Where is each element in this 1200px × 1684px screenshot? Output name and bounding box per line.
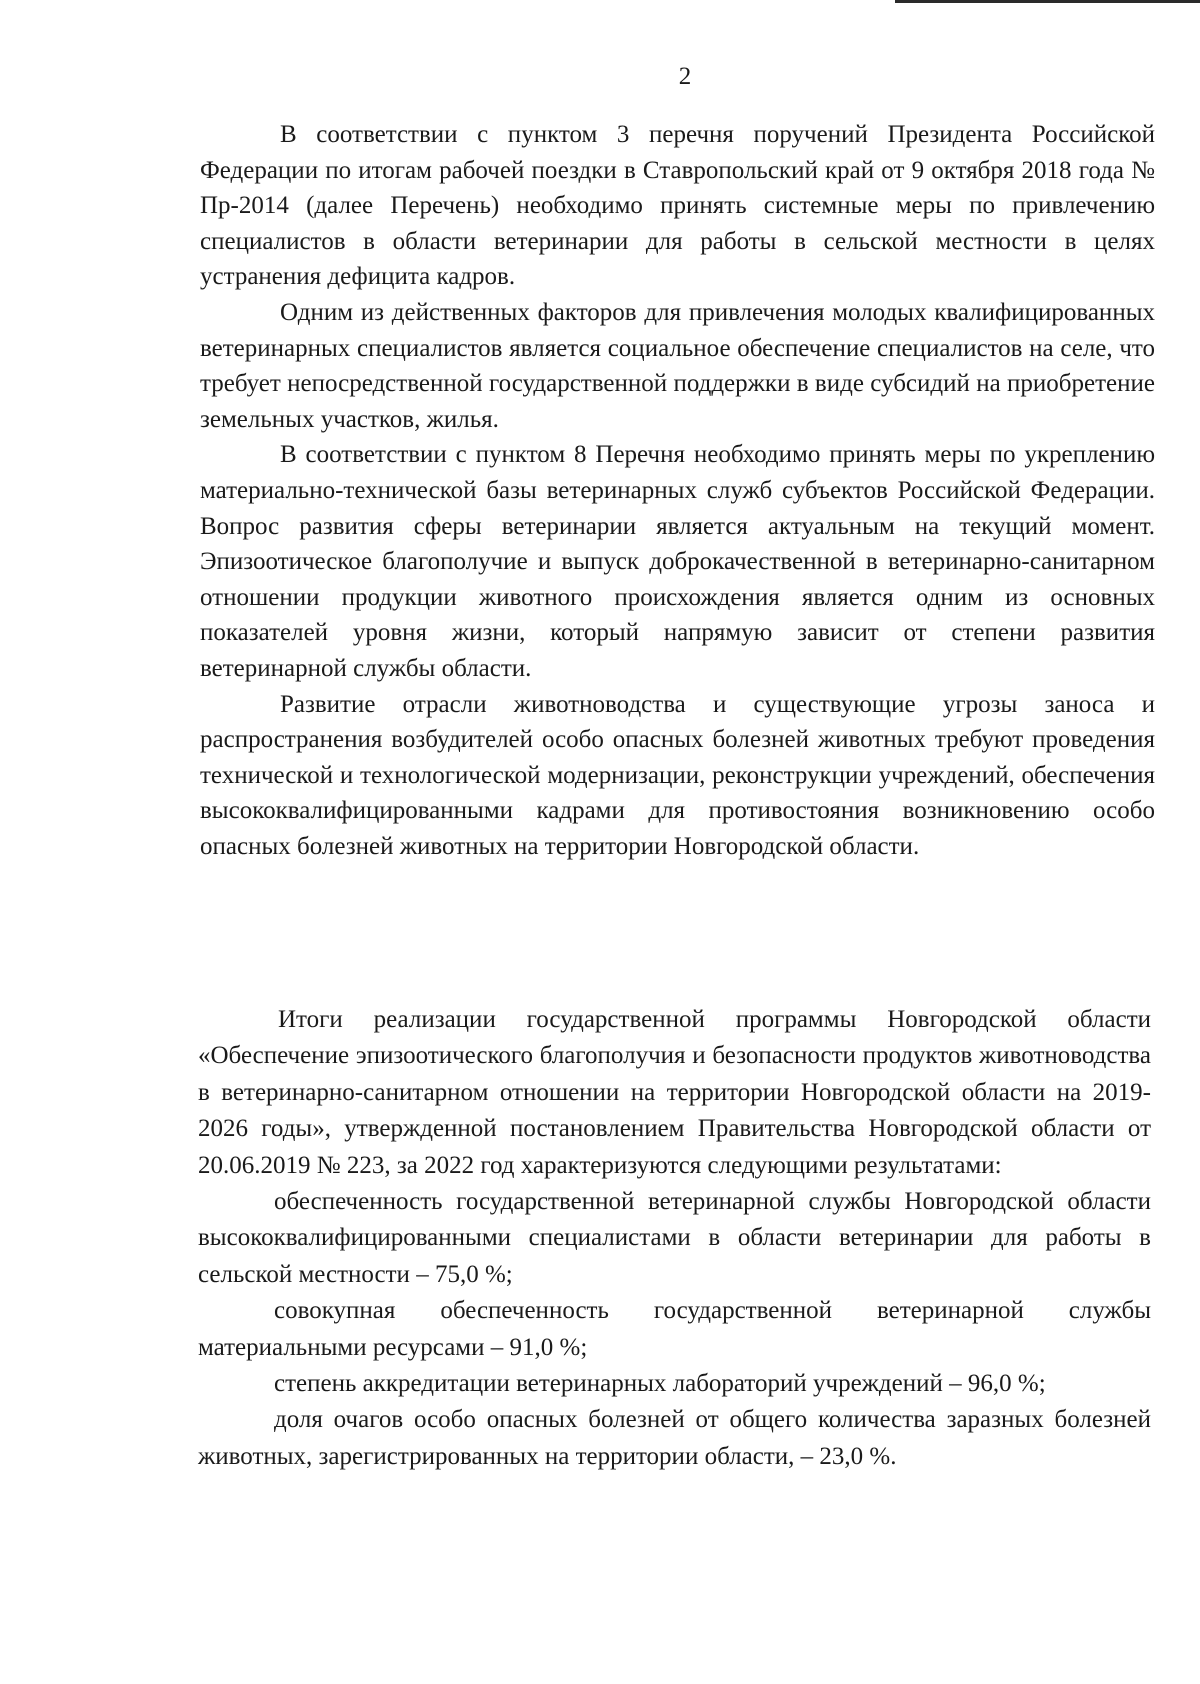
document-body-results: [198, 1002, 1151, 1475]
scan-edge-line: [895, 0, 1200, 3]
result-item-disease-share: доля очагов особо опасных болезней от общего количества заразных болезней животных, зарегистрированных на территории области, – 23,0 %.: [198, 1406, 1151, 1470]
paragraph-social-support: Одним из действенных факторов для привлечения молодых квалифицированных ветеринарных специалистов является социальное обеспечение специалистов на селе, что требует непосредственной государственной поддержки в виде субсидий на приобретение земельных участков, жилья.: [200, 298, 1155, 433]
paragraph-instruction-8: В соответствии с пунктом 8 Перечня необходимо принять меры по укреплению материально-технической базы ветеринарных служб субъектов Российской Федерации. Вопрос развития сферы ветеринарии является актуальным на текущий момент. Эпизоотическое благополучие и выпуск доброкачественной в ветеринарно-санитарном отношении продукции животного происхождения является одним из основных показателей уровня жизни, который напрямую зависит от степени развития ветеринарной службы области.: [200, 441, 1155, 682]
paragraph-livestock-threats: Развитие отрасли животноводства и существующие угрозы заноса и распространения возбудителей особо опасных болезней животных требуют проведения технической и технологической модернизации, реконструкции учреждений, обеспечения высококвалифицированными кадрами для противостояния возникновению особо опасных болезней животных на территории Новгородской области.: [200, 690, 1155, 860]
paragraph-program-results: Итоги реализации государственной программы Новгородской области «Обеспечение эпизоотического благополучия и безопасности продуктов животноводства в ветеринарно-санитарном отношении на территории Новгородской области на 2019-2026 годы», утвержденной постановлением Правительства Новгородской области от 20.06.2019 № 223, за 2022 год характеризуются следующими результатами:: [198, 1006, 1151, 1179]
paragraph-instruction-3: В соответствии с пунктом 3 перечня поручений Президента Российской Федерации по итогам рабочей поездки в Ставропольский край от 9 октября 2018 года № Пр-2014 (далее Перечень) необходимо принять системные меры по привлечению специалистов в области ветеринарии для работы в сельской местности в целях устранения дефицита кадров.: [200, 121, 1155, 291]
result-item-material-resources: совокупная обеспеченность государственной ветеринарной службы материальными ресурсами – 91,0 %;: [198, 1297, 1151, 1361]
page-number: 2: [678, 63, 692, 90]
document-body: [200, 117, 1155, 864]
result-item-lab-accreditation: степень аккредитации ветеринарных лабораторий учреждений – 96,0 %;: [274, 1370, 1046, 1398]
result-item-staffing: обеспеченность государственной ветеринарной службы Новгородской области высококвалифицированными специалистами в области ветеринарии для работы в сельской местности – 75,0 %;: [198, 1188, 1151, 1288]
